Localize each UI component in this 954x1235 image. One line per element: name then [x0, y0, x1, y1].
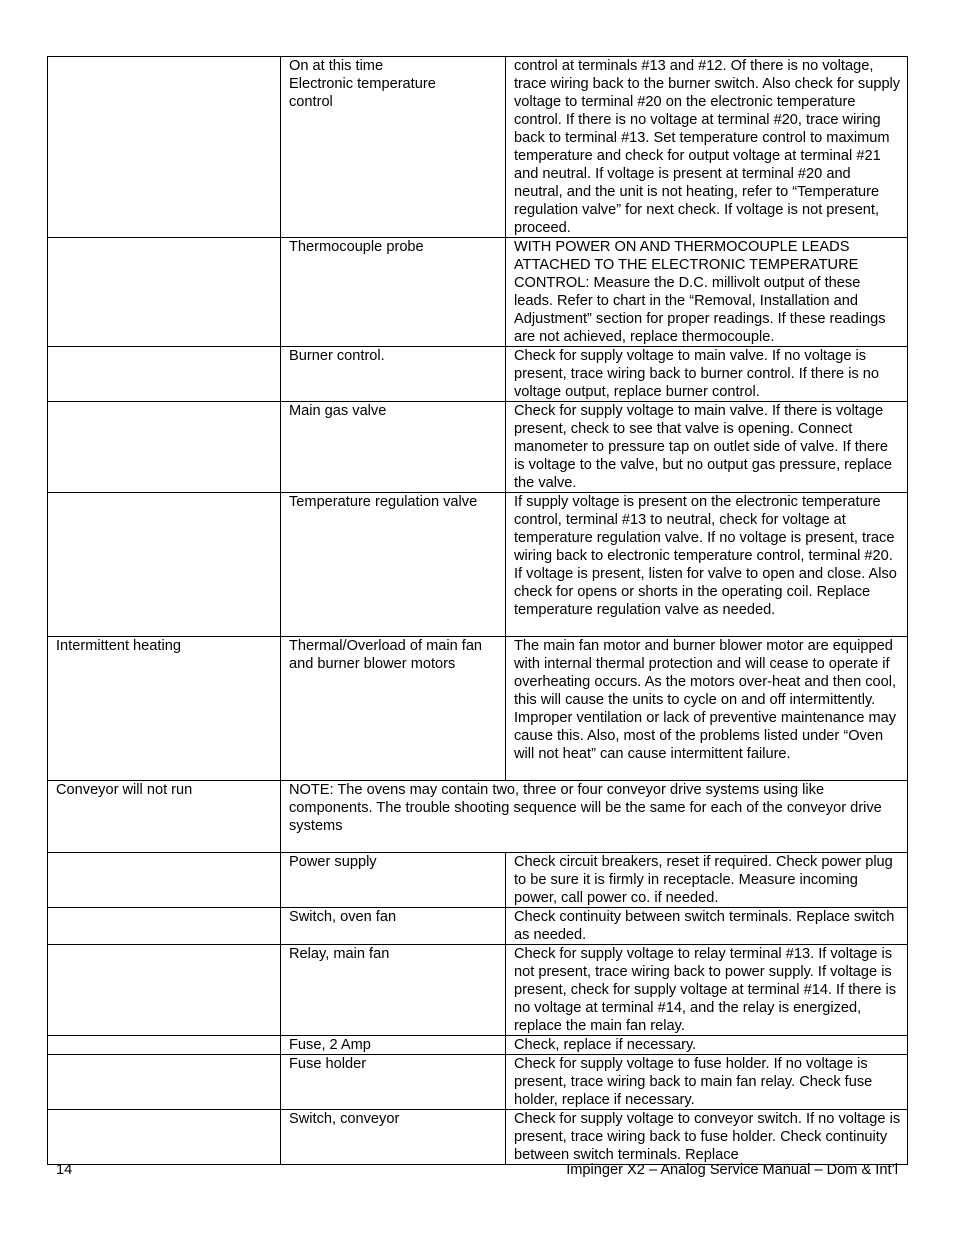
- cause-cell: Burner control.: [281, 347, 506, 402]
- table-row: [48, 945, 908, 1036]
- symptom-cell: [48, 1036, 281, 1055]
- symptom-cell: [48, 57, 281, 238]
- cause-cell: Thermal/Overload of main fan and burner blower motors: [281, 637, 506, 781]
- remedy-cell: Check circuit breakers, reset if required. Check power plug to be sure it is firmly in receptacle. Measure incoming power, call power co. if needed.: [506, 853, 908, 908]
- symptom-cell: [48, 945, 281, 1036]
- symptom-cell: [48, 347, 281, 402]
- symptom-cell: [48, 402, 281, 493]
- footer-title: Impinger X2 – Analog Service Manual – Dom & Int’l: [566, 1162, 898, 1178]
- cause-cell: Switch, oven fan: [281, 908, 506, 945]
- cause-cell: Main gas valve: [281, 402, 506, 493]
- remedy-cell: Check for supply voltage to main valve. If no voltage is present, trace wiring back to burner control. If there is no voltage output, replace burner control.: [506, 347, 908, 402]
- table-row: [48, 402, 908, 493]
- symptom-cell: [48, 238, 281, 347]
- troubleshooting-table: [47, 56, 908, 1165]
- page-number: 14: [56, 1162, 73, 1178]
- symptom-cell: [48, 853, 281, 908]
- remedy-cell: Check, replace if necessary.: [506, 1036, 908, 1055]
- symptom-cell: [48, 493, 281, 637]
- cause-cell: Power supply: [281, 853, 506, 908]
- symptom-cell: Intermittent heating: [48, 637, 281, 781]
- table-row: [48, 238, 908, 347]
- remedy-cell: Check for supply voltage to relay terminal #13. If voltage is not present, trace wiring back to power supply. If voltage is present, check for supply voltage at terminal #14. If there is no voltage at terminal #14, and the relay is energized, replace the main fan relay.: [506, 945, 908, 1036]
- cause-cell: On at this time Electronic temperature control: [281, 57, 506, 238]
- cause-cell: Thermocouple probe: [281, 238, 506, 347]
- symptom-cell: [48, 908, 281, 945]
- cause-cell: Fuse holder: [281, 1055, 506, 1110]
- cause-cell: Fuse, 2 Amp: [281, 1036, 506, 1055]
- table-row: [48, 853, 908, 908]
- cause-cell: Switch, conveyor: [281, 1110, 506, 1165]
- table-row: [48, 637, 908, 781]
- note-cell: NOTE: The ovens may contain two, three or four conveyor drive systems using like components. The trouble shooting sequence will be the same for each of the conveyor drive systems: [281, 781, 908, 853]
- remedy-cell: Check for supply voltage to conveyor switch. If no voltage is present, trace wiring back to fuse holder. Check continuity between switch terminals. Replace: [506, 1110, 908, 1165]
- symptom-cell: Conveyor will not run: [48, 781, 281, 853]
- table-row: [48, 908, 908, 945]
- table-row: [48, 781, 908, 853]
- remedy-cell: Check continuity between switch terminals. Replace switch as needed.: [506, 908, 908, 945]
- remedy-cell: Check for supply voltage to fuse holder. If no voltage is present, trace wiring back to main fan relay. Check fuse holder, replace if necessary.: [506, 1055, 908, 1110]
- symptom-cell: [48, 1110, 281, 1165]
- symptom-cell: [48, 1055, 281, 1110]
- remedy-cell: WITH POWER ON AND THERMOCOUPLE LEADS ATTACHED TO THE ELECTRONIC TEMPERATURE CONTROL: Measure the D.C. millivolt output of these leads. Refer to chart in the “Removal, Installation and Adjustment” section for proper readings. If these readings are not achieved, replace thermocouple.: [506, 238, 908, 347]
- remedy-cell: The main fan motor and burner blower motor are equipped with internal thermal protection and will cease to operate if overheating occurs. As the motors over-heat and then cool, this will cause the units to cycle on and off intermittently. Improper ventilation or lack of preventive maintenance may cause this. Also, most of the problems listed under “Oven will not heat” can cause intermittent failure.: [506, 637, 908, 781]
- table-row: [48, 493, 908, 637]
- table-row: [48, 57, 908, 238]
- table-row: [48, 1110, 908, 1165]
- table-row: [48, 1036, 908, 1055]
- table-row: [48, 347, 908, 402]
- cause-cell: Temperature regulation valve: [281, 493, 506, 637]
- remedy-cell: If supply voltage is present on the electronic temperature control, terminal #13 to neutral, check for voltage at temperature regulation valve. If no voltage is present, trace wiring back to electronic temperature control, terminal #20. If voltage is present, listen for valve to open and close. Also check for opens or shorts in the operating coil. Replace temperature regulation valve as needed.: [506, 493, 908, 637]
- remedy-cell: Check for supply voltage to main valve. If there is voltage present, check to see that valve is opening. Connect manometer to pressure tap on outlet side of valve. If there is voltage to the valve, but no output gas pressure, replace the valve.: [506, 402, 908, 493]
- cause-cell: Relay, main fan: [281, 945, 506, 1036]
- remedy-cell: control at terminals #13 and #12. Of there is no voltage, trace wiring back to the burner switch. Also check for supply voltage to terminal #20 on the electronic temperature control. If there is no voltage at terminal #20, trace wiring back to terminal #13. Set temperature control to maximum temperature and check for output voltage at terminal #21 and neutral. If voltage is present at terminal #20 and neutral, and the unit is not heating, refer to “Temperature regulation valve” for next check. If voltage is not present, proceed.: [506, 57, 908, 238]
- table-row: [48, 1055, 908, 1110]
